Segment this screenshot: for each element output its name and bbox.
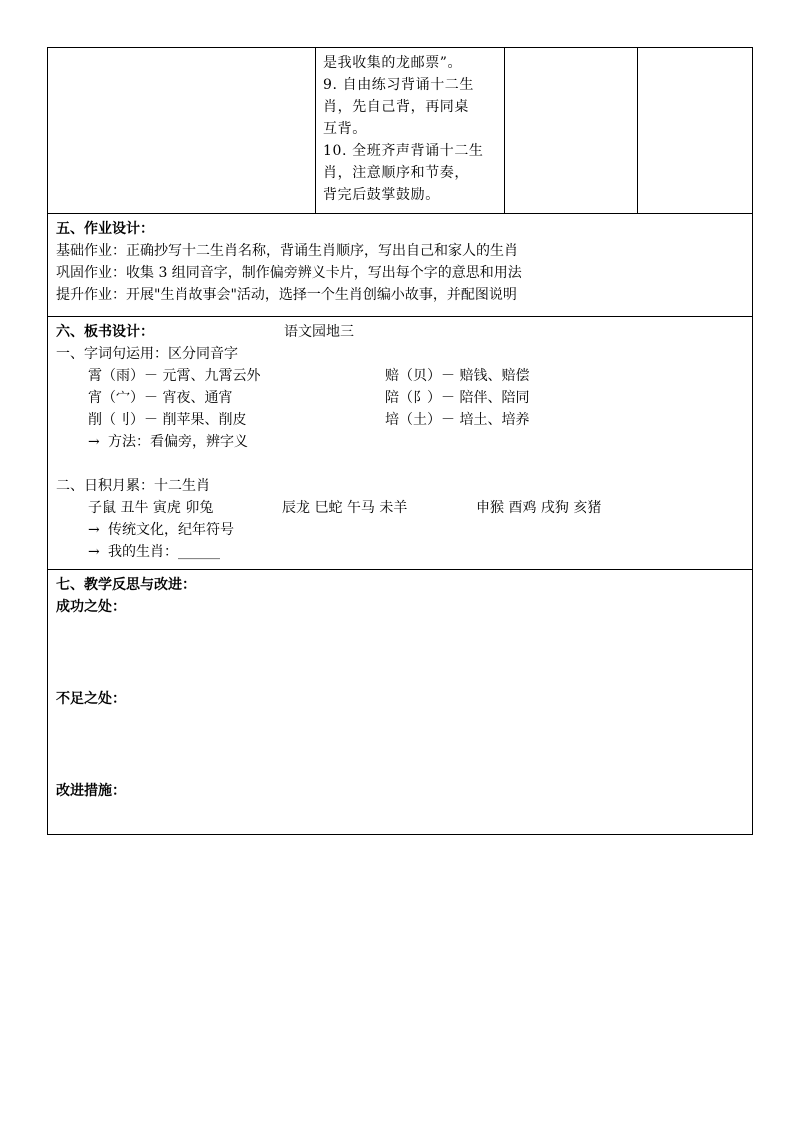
homework-consolidate: 巩固作业：收集 3 组同音字，制作偏旁辨义卡片，写出每个字的意思和用法 (56, 265, 522, 281)
my-zodiac-line (88, 541, 220, 563)
empty-cell-middle (505, 48, 638, 213)
teaching-process-row (47, 47, 753, 214)
board-design-section (47, 317, 753, 570)
homework-section (47, 214, 753, 317)
zodiac-group-1: 子鼠 丑牛 寅虎 卯兔 (88, 500, 214, 516)
lesson-plan-table (47, 47, 753, 835)
board-title: 语文园地三 (284, 324, 354, 340)
board-heading: 六、板书设计： (56, 324, 154, 340)
arrow-icon: → (88, 544, 100, 560)
arrow-icon: → (88, 434, 100, 450)
homophone-left-3: 削（刂）－ 削苹果、削皮 (88, 412, 247, 428)
method-text: 方法：看偏旁，辨字义 (108, 434, 248, 450)
empty-cell-right (638, 48, 754, 213)
homework-heading: 五、作业设计： (56, 221, 154, 237)
board-part2-title: 二、日积月累：十二生肖 (56, 478, 210, 494)
step-line: 互背。 (323, 121, 367, 137)
improve-label: 改进措施： (56, 783, 126, 799)
teaching-steps-cell (316, 48, 505, 213)
culture-text: 传统文化，纪年符号 (108, 522, 234, 538)
my-zodiac-text: 我的生肖：______ (108, 544, 220, 560)
board-part1-title: 一、字词句运用：区分同音字 (56, 346, 238, 362)
zodiac-group-2: 辰龙 巳蛇 午马 未羊 (282, 500, 408, 516)
shortcoming-label: 不足之处： (56, 691, 126, 707)
empty-cell-left (48, 48, 316, 213)
reflection-section (47, 570, 753, 835)
method-line (88, 431, 248, 453)
success-label: 成功之处： (56, 599, 126, 615)
homophone-right-3: 培（土）－ 培土、培养 (385, 412, 530, 428)
step-line: 10. 全班齐声背诵十二生 (323, 143, 484, 159)
zodiac-group-3: 申猴 酉鸡 戌狗 亥猪 (476, 500, 602, 516)
step-line: 9. 自由练习背诵十二生 (323, 77, 475, 93)
culture-line (88, 519, 234, 541)
homophone-right-1: 赔（贝）－ 赔钱、赔偿 (385, 368, 530, 384)
step-line: 肖，注意顺序和节奏， (323, 165, 469, 181)
homophone-left-2: 宵（宀）－ 宵夜、通宵 (88, 390, 233, 406)
arrow-icon: → (88, 522, 100, 538)
homework-extend: 提升作业：开展"生肖故事会"活动，选择一个生肖创编小故事，并配图说明 (56, 287, 517, 303)
homework-basic: 基础作业：正确抄写十二生肖名称，背诵生肖顺序，写出自己和家人的生肖 (56, 243, 518, 259)
reflection-heading: 七、教学反思与改进： (56, 577, 196, 593)
homophone-left-1: 霄（雨）－ 元霄、九霄云外 (88, 368, 261, 384)
homophone-right-2: 陪（阝）－ 陪伴、陪同 (385, 390, 530, 406)
step-line: 肖，先自己背，再同桌 (323, 99, 469, 115)
step-line: 是我收集的龙邮票”。 (323, 55, 463, 71)
step-line: 背完后鼓掌鼓励。 (323, 187, 440, 203)
